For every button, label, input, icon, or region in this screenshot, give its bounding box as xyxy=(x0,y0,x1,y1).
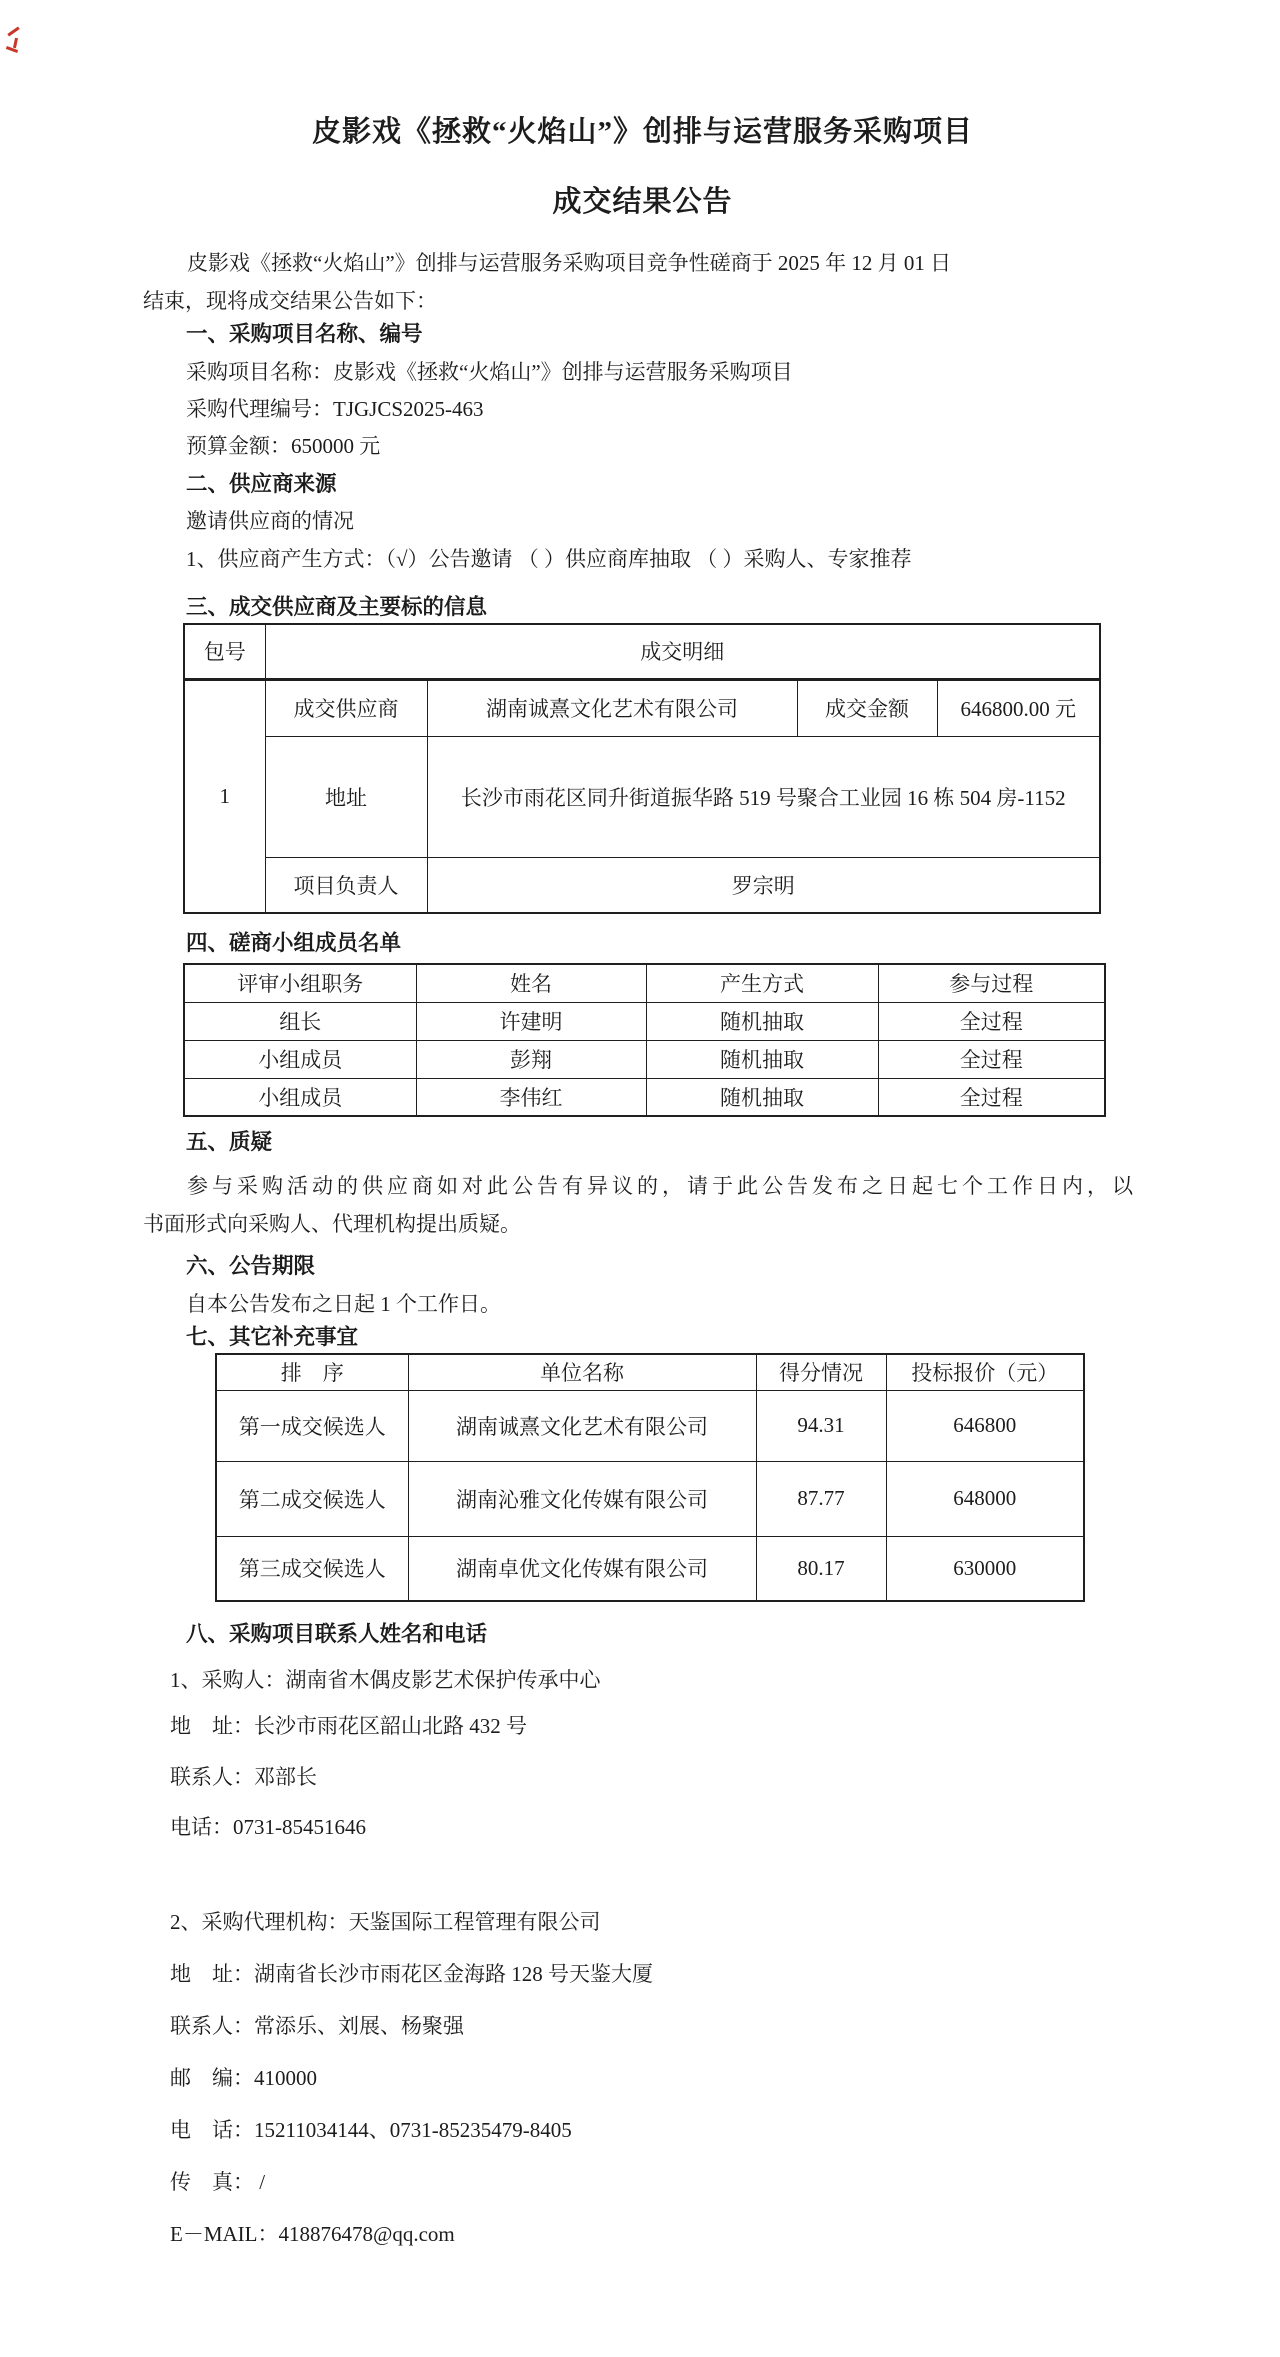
column-header: 投标报价（元） xyxy=(886,1354,1084,1390)
name-cell: 李伟红 xyxy=(416,1078,646,1116)
column-header: 评审小组职务 xyxy=(184,964,416,1002)
buyer-phone-line: 电话：0731-85451646 xyxy=(170,1815,366,1839)
column-header: 得分情况 xyxy=(756,1354,886,1390)
table-row xyxy=(216,1536,1084,1601)
objection-line-2: 书面形式向采购人、代理机构提出质疑。 xyxy=(143,1212,521,1236)
table-row xyxy=(216,1354,1084,1390)
price-cell: 630000 xyxy=(886,1536,1084,1601)
rank-cell: 第三成交候选人 xyxy=(216,1536,408,1601)
table-row xyxy=(184,736,1100,857)
price-cell: 646800 xyxy=(886,1390,1084,1461)
agency-name-line: 2、采购代理机构：天鉴国际工程管理有限公司 xyxy=(170,1910,601,1934)
section-6-heading: 六、公告期限 xyxy=(186,1254,316,1278)
package-number-cell: 1 xyxy=(184,679,265,913)
section-8-heading: 八、采购项目联系人姓名和电话 xyxy=(186,1622,488,1646)
role-cell: 小组成员 xyxy=(184,1078,416,1116)
doc-subtitle: 成交结果公告 xyxy=(552,186,733,218)
manager-value-cell: 罗宗明 xyxy=(427,857,1100,913)
address-label-cell: 地址 xyxy=(265,736,427,857)
table-row xyxy=(184,857,1100,913)
method-cell: 随机抽取 xyxy=(646,1002,878,1040)
agency-zip-line: 邮 编：410000 xyxy=(170,2066,317,2090)
agency-phone-line: 电 话：15211034144、0731-85235479-8405 xyxy=(170,2118,572,2142)
company-cell: 湖南诚熹文化艺术有限公司 xyxy=(408,1390,756,1461)
section-3-heading: 三、成交供应商及主要标的信息 xyxy=(186,595,488,619)
candidates-table xyxy=(215,1353,1085,1602)
section-2-heading: 二、供应商来源 xyxy=(186,472,337,496)
panel-members-table xyxy=(183,963,1106,1117)
intro-line-2: 结束，现将成交结果公告如下： xyxy=(143,289,437,313)
rank-cell: 第二成交候选人 xyxy=(216,1461,408,1536)
agency-email-line: E－MAIL：418876478@qq.com xyxy=(170,2222,455,2246)
table-row xyxy=(184,679,1100,736)
column-header: 姓名 xyxy=(416,964,646,1002)
invite-suppliers-line: 邀请供应商的情况 xyxy=(186,509,354,533)
section-7-heading: 七、其它补充事宜 xyxy=(186,1325,359,1349)
table-row xyxy=(184,1040,1105,1078)
table-row xyxy=(184,624,1100,679)
award-table xyxy=(183,623,1101,914)
supplier-label-cell: 成交供应商 xyxy=(265,679,427,736)
column-header: 单位名称 xyxy=(408,1354,756,1390)
objection-line-1: 参与采购活动的供应商如对此公告有异议的，请于此公告发布之日起七个工作日内，以 xyxy=(187,1174,1137,1198)
buyer-contact-line: 联系人：邓部长 xyxy=(170,1765,317,1789)
detail-col-header: 成交明细 xyxy=(265,624,1100,679)
buyer-name-line: 1、采购人：湖南省木偶皮影艺术保护传承中心 xyxy=(170,1668,601,1692)
column-header: 排 序 xyxy=(216,1354,408,1390)
method-cell: 随机抽取 xyxy=(646,1040,878,1078)
agency-contact-line: 联系人：常添乐、刘展、杨聚强 xyxy=(170,2014,464,2038)
intro-line-1: 皮影戏《拯救“火焰山”》创排与运营服务采购项目竞争性磋商于 2025 年 12 月 01 日 xyxy=(187,251,952,275)
supplier-value-cell: 湖南诚熹文化艺术有限公司 xyxy=(427,679,797,736)
agency-address-line: 地 址：湖南省长沙市雨花区金海路 128 号天鉴大厦 xyxy=(170,1962,653,1986)
package-col-header: 包号 xyxy=(184,624,265,679)
address-value-cell: 长沙市雨花区同升街道振华路 519 号聚合工业园 16 栋 504 房-1152 xyxy=(427,736,1100,857)
table-row xyxy=(184,1002,1105,1040)
doc-title: 皮影戏《拯救“火焰山”》创排与运营服务采购项目 xyxy=(311,116,973,148)
method-cell: 随机抽取 xyxy=(646,1078,878,1116)
column-header: 参与过程 xyxy=(878,964,1105,1002)
table-row xyxy=(216,1461,1084,1536)
budget-line: 预算金额：650000 元 xyxy=(186,434,381,458)
table-row xyxy=(184,964,1105,1002)
score-cell: 87.77 xyxy=(756,1461,886,1536)
table-row xyxy=(216,1390,1084,1461)
amount-label-cell: 成交金额 xyxy=(797,679,937,736)
process-cell: 全过程 xyxy=(878,1040,1105,1078)
company-cell: 湖南沁雅文化传媒有限公司 xyxy=(408,1461,756,1536)
column-header: 产生方式 xyxy=(646,964,878,1002)
process-cell: 全过程 xyxy=(878,1002,1105,1040)
role-cell: 组长 xyxy=(184,1002,416,1040)
agency-number-line: 采购代理编号：TJGJCS2025-463 xyxy=(186,397,484,421)
agency-fax-line: 传 真： / xyxy=(170,2170,266,2194)
manager-label-cell: 项目负责人 xyxy=(265,857,427,913)
section-4-heading: 四、磋商小组成员名单 xyxy=(186,931,402,955)
section-1-heading: 一、采购项目名称、编号 xyxy=(186,322,423,346)
amount-value-cell: 646800.00 元 xyxy=(937,679,1100,736)
price-cell: 648000 xyxy=(886,1461,1084,1536)
company-cell: 湖南卓优文化传媒有限公司 xyxy=(408,1536,756,1601)
rank-cell: 第一成交候选人 xyxy=(216,1390,408,1461)
buyer-address-line: 地 址：长沙市雨花区韶山北路 432 号 xyxy=(170,1714,527,1738)
section-5-heading: 五、质疑 xyxy=(186,1130,273,1154)
process-cell: 全过程 xyxy=(878,1078,1105,1116)
notice-period-line: 自本公告发布之日起 1 个工作日。 xyxy=(186,1292,501,1316)
supplier-method-line: 1、供应商产生方式：（√）公告邀请 （ ）供应商库抽取 （ ）采购人、专家推荐 xyxy=(186,547,912,571)
score-cell: 80.17 xyxy=(756,1536,886,1601)
project-name-line: 采购项目名称：皮影戏《拯救“火焰山”》创排与运营服务采购项目 xyxy=(186,360,793,384)
name-cell: 许建明 xyxy=(416,1002,646,1040)
table-row xyxy=(184,1078,1105,1116)
name-cell: 彭翔 xyxy=(416,1040,646,1078)
score-cell: 94.31 xyxy=(756,1390,886,1461)
role-cell: 小组成员 xyxy=(184,1040,416,1078)
